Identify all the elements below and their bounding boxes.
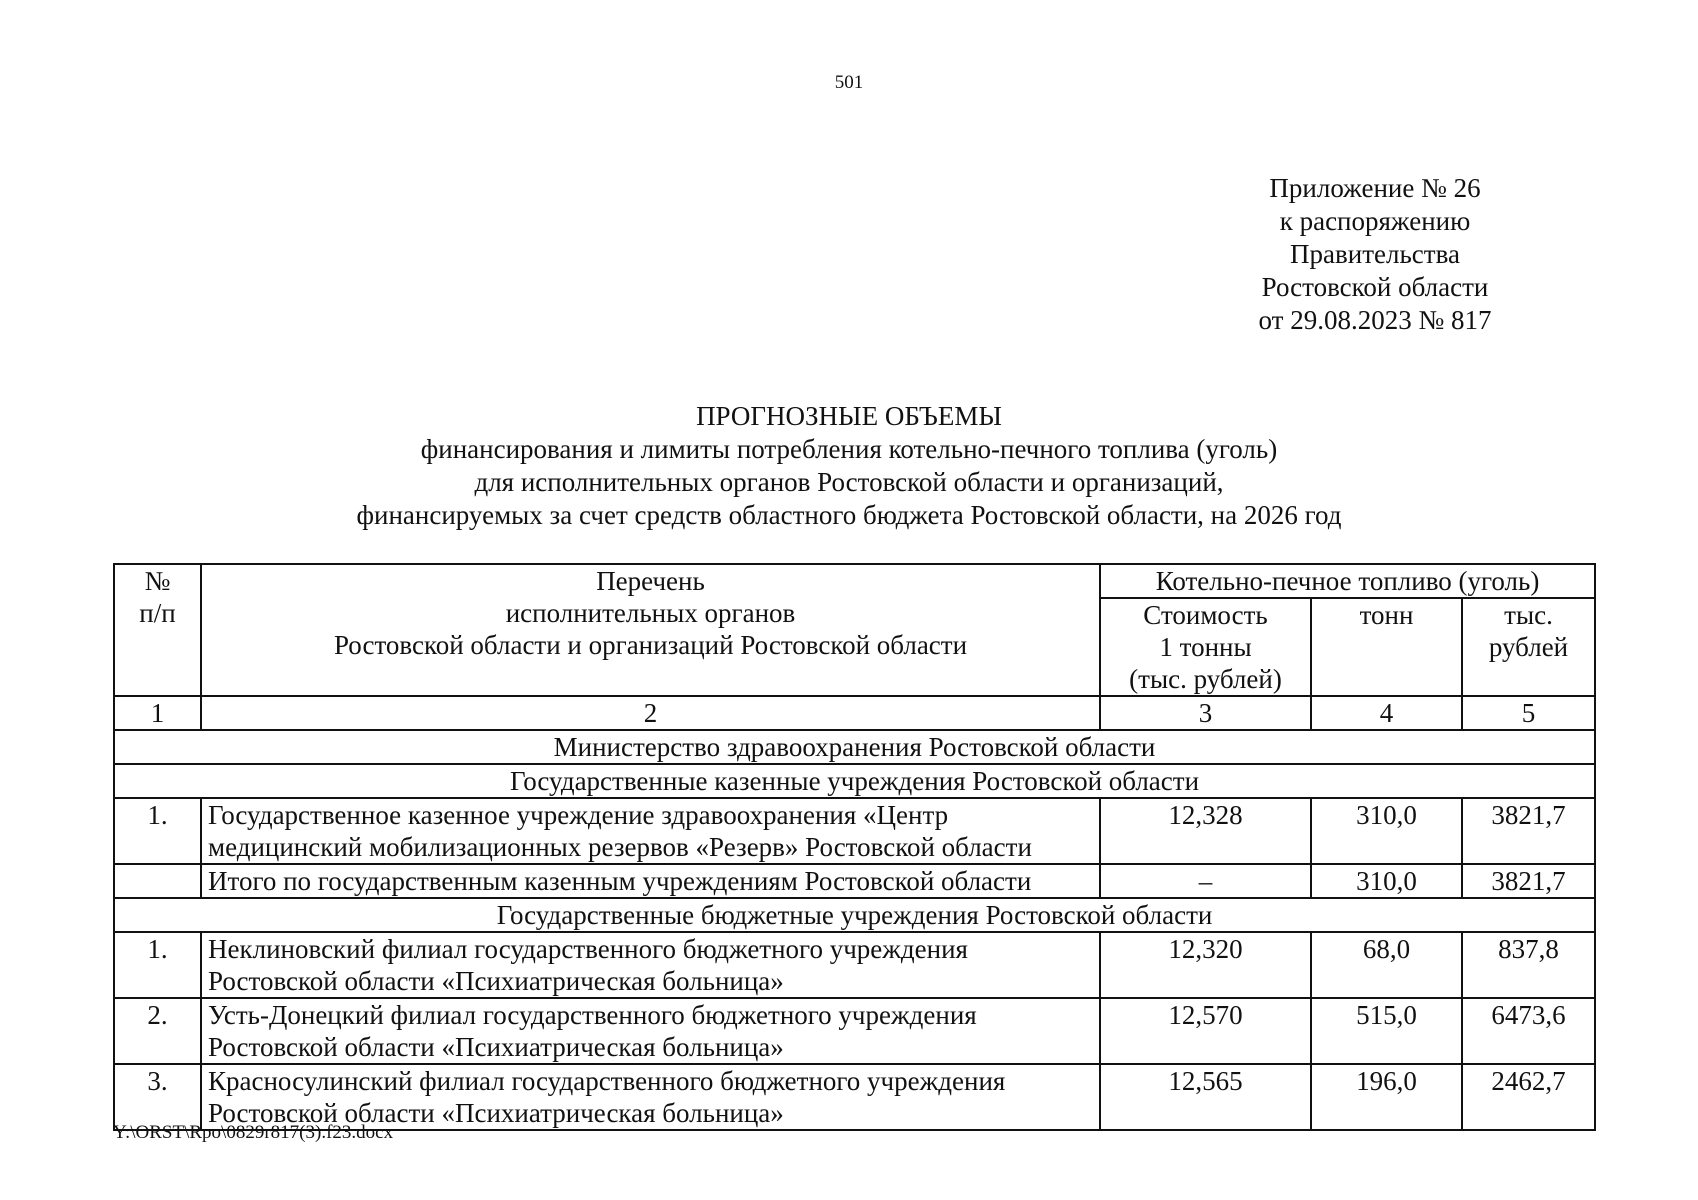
title-heading: ПРОГНОЗНЫЕ ОБЪЕМЫ	[696, 401, 1002, 431]
row-name: Государственное казенное учреждение здравоохранения «Центр медицинский мобилизационных резервов «Резерв» Ростовской области	[201, 798, 1100, 864]
row-sum: 6473,6	[1462, 998, 1595, 1064]
appendix-line: Правительства	[1290, 239, 1460, 269]
header-text: Перечень	[596, 566, 705, 596]
row-number: 1.	[114, 932, 201, 998]
numbering-cell: 3	[1100, 696, 1311, 730]
row-cost: 12,565	[1100, 1064, 1311, 1130]
row-cost: 12,320	[1100, 932, 1311, 998]
numbering-row	[114, 696, 1595, 730]
section-row	[114, 898, 1595, 932]
header-text: исполнительных органов	[505, 598, 796, 628]
header-group-fuel: Котельно-печное топливо (уголь)	[1100, 564, 1595, 598]
table-row	[114, 932, 1595, 998]
table-row	[114, 1064, 1595, 1130]
section-row	[114, 764, 1595, 798]
appendix-line: от 29.08.2023 № 817	[1258, 305, 1492, 335]
row-sum: 837,8	[1462, 932, 1595, 998]
budget-table	[113, 563, 1596, 1131]
section-title: Государственные казенные учреждения Ростовской области	[114, 764, 1595, 798]
title-line: для исполнительных органов Ростовской области и организаций,	[474, 467, 1224, 497]
ministry-title: Министерство здравоохранения Ростовской области	[114, 730, 1595, 764]
page-number: 501	[834, 72, 864, 93]
row-name: Красносулинский филиал государственного бюджетного учреждения Ростовской области «Психиатрическая больница»	[201, 1064, 1100, 1130]
header-text: рублей	[1488, 632, 1569, 662]
row-number	[114, 864, 201, 898]
header-text: 1 тонны	[1159, 632, 1252, 662]
row-name: Усть-Донецкий филиал государственного бюджетного учреждения Ростовской области «Психиатрическая больница»	[201, 998, 1100, 1064]
header-col-cost	[1100, 598, 1311, 696]
header-col-number	[114, 564, 201, 696]
header-text: Ростовской области и организаций Ростовской области	[333, 630, 968, 660]
header-text: Стоимость	[1143, 600, 1268, 630]
header-text: тыс.	[1504, 600, 1553, 630]
section-title: Государственные бюджетные учреждения Ростовской области	[114, 898, 1595, 932]
row-tons: 196,0	[1311, 1064, 1462, 1130]
footer-file-path: Y:\ORST\Rpo\0829r817(3).f23.docx	[113, 1122, 394, 1143]
numbering-cell: 5	[1462, 696, 1595, 730]
numbering-cell: 4	[1311, 696, 1462, 730]
document-title	[0, 400, 1698, 532]
row-number: 2.	[114, 998, 201, 1064]
appendix-line: Приложение № 26	[1269, 173, 1481, 203]
row-cost: 12,328	[1100, 798, 1311, 864]
table-row	[114, 798, 1595, 864]
total-row	[114, 864, 1595, 898]
total-name: Итого по государственным казенным учреждениям Ростовской области	[201, 864, 1100, 898]
title-line: финансируемых за счет средств областного бюджета Ростовской области, на 2026 год	[356, 500, 1342, 530]
numbering-cell: 2	[201, 696, 1100, 730]
row-number: 3.	[114, 1064, 201, 1130]
row-tons: 310,0	[1311, 798, 1462, 864]
ministry-row	[114, 730, 1595, 764]
appendix-block	[1235, 172, 1515, 337]
table-row	[114, 998, 1595, 1064]
row-name: Неклиновский филиал государственного бюджетного учреждения Ростовской области «Психиатрическая больница»	[201, 932, 1100, 998]
appendix-line: Ростовской области	[1261, 272, 1489, 302]
title-line: финансирования и лимиты потребления котельно-печного топлива (уголь)	[420, 434, 1278, 464]
row-tons: 515,0	[1311, 998, 1462, 1064]
header-col-sum	[1462, 598, 1595, 696]
total-cost: –	[1100, 864, 1311, 898]
header-text: (тыс. рублей)	[1129, 664, 1282, 694]
row-number: 1.	[114, 798, 201, 864]
header-col-tons: тонн	[1311, 598, 1462, 696]
appendix-line: к распоряжению	[1279, 206, 1471, 236]
numbering-cell: 1	[114, 696, 201, 730]
header-text: п/п	[139, 598, 176, 628]
row-sum: 3821,7	[1462, 798, 1595, 864]
total-sum: 3821,7	[1462, 864, 1595, 898]
total-tons: 310,0	[1311, 864, 1462, 898]
row-tons: 68,0	[1311, 932, 1462, 998]
header-col-list	[201, 564, 1100, 696]
header-text: №	[144, 566, 171, 596]
row-sum: 2462,7	[1462, 1064, 1595, 1130]
row-cost: 12,570	[1100, 998, 1311, 1064]
